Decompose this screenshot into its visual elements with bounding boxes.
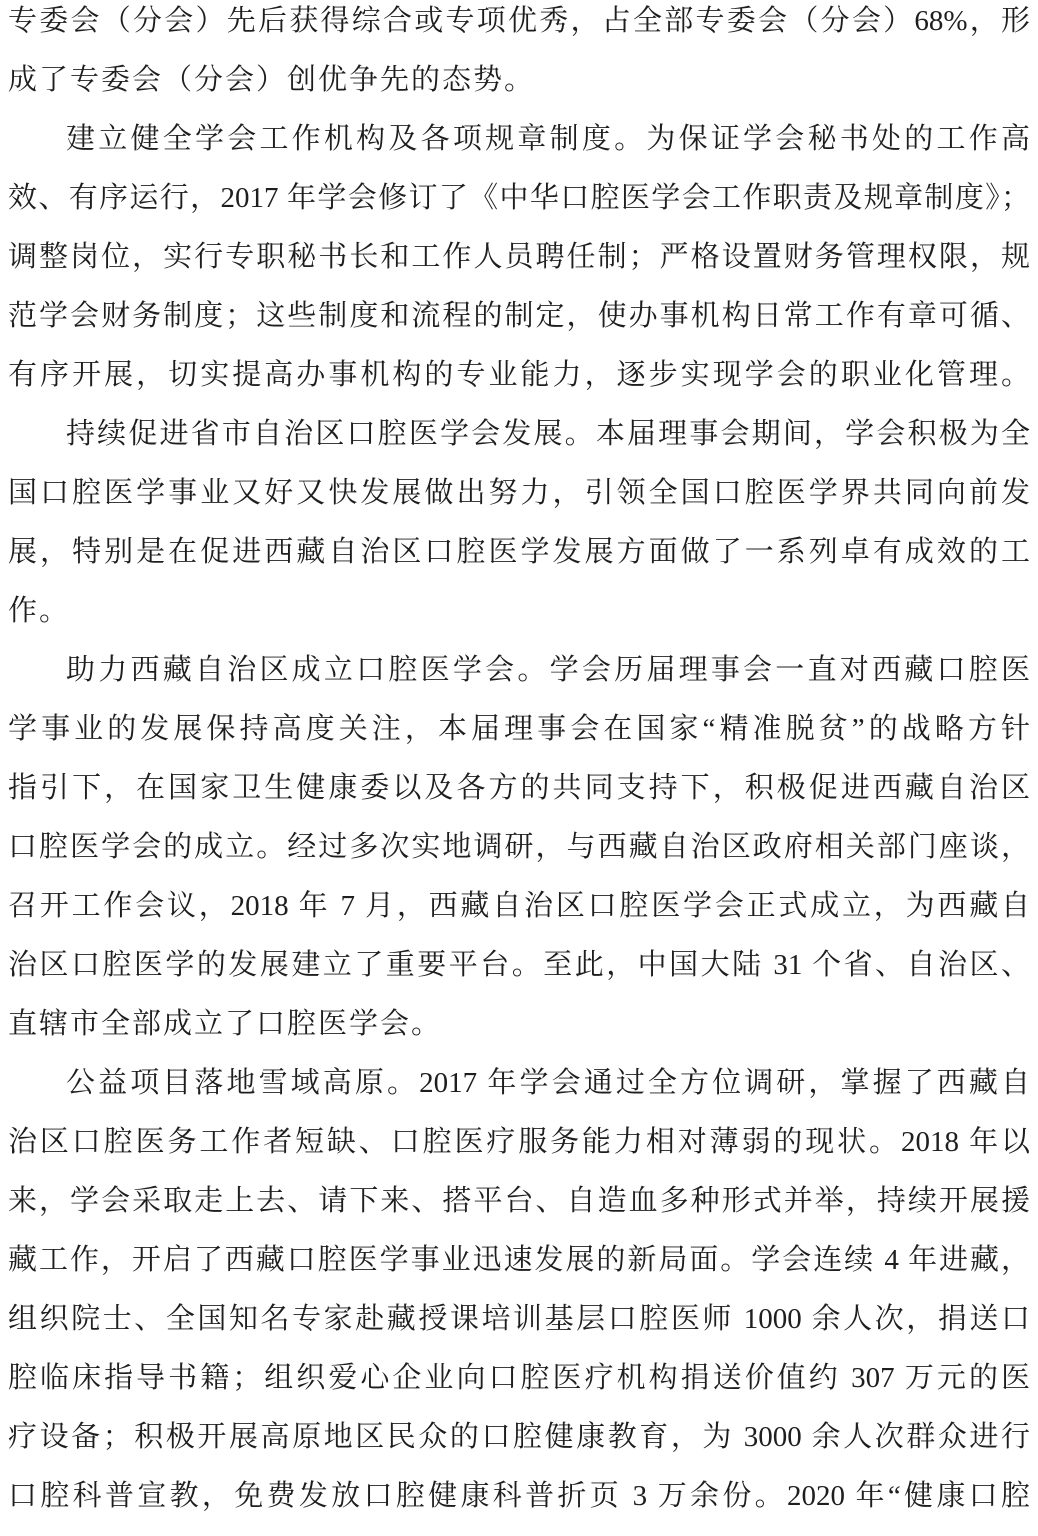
text-line: 直辖市全部成立了口腔医学会。	[8, 1008, 443, 1040]
text-line: 持续促进省市自治区口腔医学会发展。本届理事会期间，学会积极为全	[66, 418, 1030, 450]
text-line: 有序开展，切实提高办事机构的专业能力，逐步实现学会的职业化管理。	[8, 359, 1030, 391]
text-line: 展，特别是在促进西藏自治区口腔医学发展方面做了一系列卓有成效的工	[8, 536, 1030, 568]
text-line: 国口腔医学事业又好又快发展做出努力，引领全国口腔医学界共同向前发	[8, 477, 1030, 509]
text-line: 口腔科普宣教，免费发放口腔健康科普折页 3 万余份。2020 年“健康口腔	[8, 1480, 1030, 1512]
text-line: 公益项目落地雪域高原。2017 年学会通过全方位调研，掌握了西藏自	[66, 1067, 1030, 1099]
text-line: 调整岗位，实行专职秘书长和工作人员聘任制；严格设置财务管理权限，规	[8, 241, 1030, 273]
text-line: 来，学会采取走上去、请下来、搭平台、自造血多种形式并举，持续开展援	[8, 1185, 1030, 1217]
text-line: 腔临床指导书籍；组织爱心企业向口腔医疗机构捐送价值约 307 万元的医	[8, 1362, 1030, 1394]
text-line: 组织院士、全国知名专家赴藏授课培训基层口腔医师 1000 余人次，捐送口	[8, 1303, 1030, 1335]
text-line: 指引下，在国家卫生健康委以及各方的共同支持下，积极促进西藏自治区	[8, 772, 1030, 804]
text-line: 作。	[8, 595, 71, 627]
text-line: 范学会财务制度；这些制度和流程的制定，使办事机构日常工作有章可循、	[8, 300, 1030, 332]
text-line: 疗设备；积极开展高原地区民众的口腔健康教育，为 3000 余人次群众进行	[8, 1421, 1030, 1453]
text-line: 藏工作，开启了西藏口腔医学事业迅速发展的新局面。学会连续 4 年进藏，	[8, 1244, 1030, 1276]
text-line: 学事业的发展保持高度关注，本届理事会在国家“精准脱贫”的战略方针	[8, 713, 1030, 745]
text-line: 建立健全学会工作机构及各项规章制度。为保证学会秘书处的工作高	[66, 123, 1030, 155]
text-line: 助力西藏自治区成立口腔医学会。学会历届理事会一直对西藏口腔医	[66, 654, 1030, 686]
document-body	[8, 0, 1030, 1526]
text-line: 成了专委会（分会）创优争先的态势。	[8, 64, 536, 96]
text-line: 治区口腔医学的发展建立了重要平台。至此，中国大陆 31 个省、自治区、	[8, 949, 1030, 981]
text-line: 专委会（分会）先后获得综合或专项优秀，占全部专委会（分会）68%，形	[8, 5, 1030, 37]
text-line: 治区口腔医务工作者短缺、口腔医疗服务能力相对薄弱的现状。2018 年以	[8, 1126, 1030, 1158]
text-line: 效、有序运行，2017 年学会修订了《中华口腔医学会工作职责及规章制度》；	[8, 182, 1030, 214]
text-line: 口腔医学会的成立。经过多次实地调研，与西藏自治区政府相关部门座谈，	[8, 831, 1030, 863]
text-line: 召开工作会议，2018 年 7 月，西藏自治区口腔医学会正式成立，为西藏自	[8, 890, 1030, 922]
